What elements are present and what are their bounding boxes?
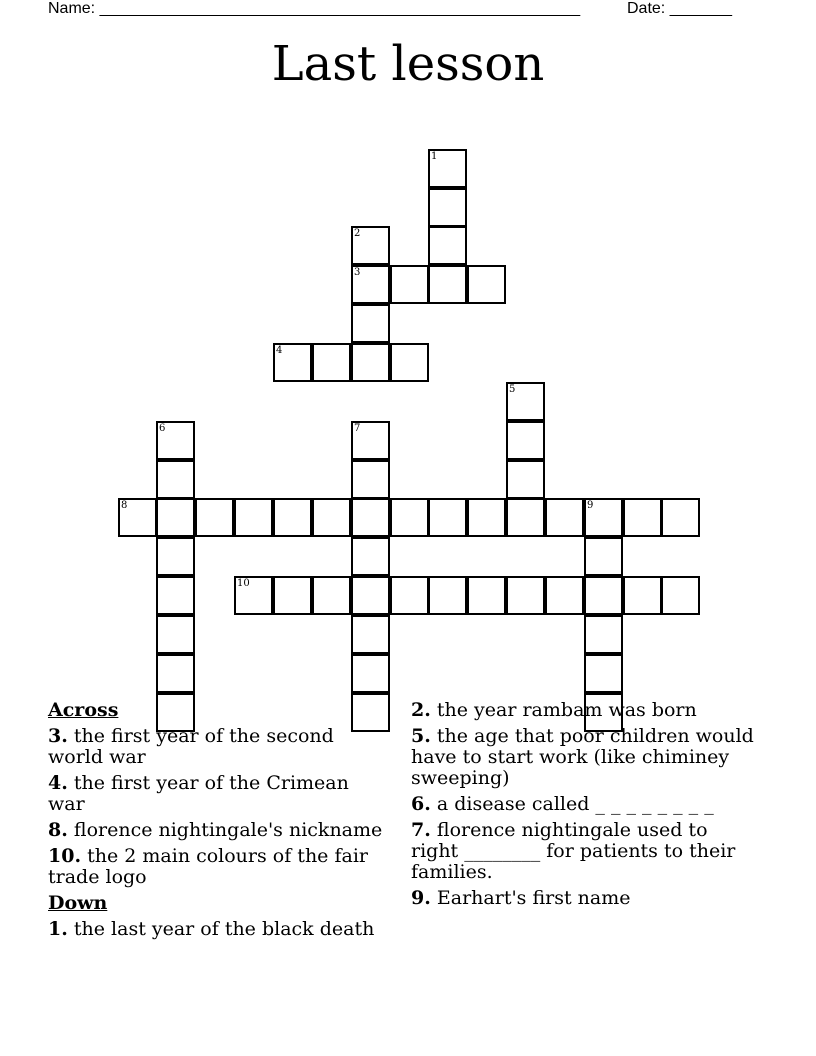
crossword-cell[interactable] [156,421,195,460]
clue-text: the year rambam was born [436,699,697,721]
crossword-cell[interactable] [234,498,273,537]
crossword-cell[interactable] [428,149,467,188]
crossword-cell[interactable] [156,537,195,576]
cell-number: 3 [354,267,361,278]
crossword-cell[interactable] [506,382,545,421]
down-heading: Down [48,892,108,914]
crossword-cell[interactable] [545,576,584,615]
across-clue [48,773,388,815]
across-clue [48,820,388,841]
crossword-cell[interactable] [390,265,429,304]
crossword-cell[interactable] [467,498,506,537]
clue-number: 10. [48,845,82,867]
clue-number: 6. [411,793,431,815]
clue-number: 9. [411,887,431,909]
across-clue [48,726,388,768]
down-clue [411,794,756,815]
crossword-cell[interactable] [584,654,623,693]
crossword-cell[interactable] [467,265,506,304]
crossword-cell[interactable] [351,498,390,537]
crossword-cell[interactable] [428,265,467,304]
crossword-cell[interactable] [428,188,467,227]
across-heading: Across [48,699,119,721]
clue-number: 4. [48,772,68,794]
crossword-cell[interactable] [661,498,700,537]
across-clue [48,846,388,888]
crossword-cell[interactable] [584,615,623,654]
name-field-label[interactable]: Name: ______________________________________________________ [48,0,581,17]
crossword-cell[interactable] [584,537,623,576]
crossword-cell[interactable] [156,615,195,654]
crossword-cell[interactable] [312,343,351,382]
crossword-cell[interactable] [428,226,467,265]
cell-number: 8 [121,500,128,511]
clue-text: the first year of the Crimean war [48,772,349,815]
clue-text: the 2 main colours of the fair trade logo [48,845,368,888]
clue-number: 1. [48,918,68,940]
crossword-cell[interactable] [584,498,623,537]
crossword-cell[interactable] [351,654,390,693]
crossword-cell[interactable] [351,460,390,499]
crossword-cell[interactable] [118,498,157,537]
cell-number: 1 [431,151,438,162]
down-clue [411,820,756,883]
crossword-cell[interactable] [623,498,662,537]
crossword-cell[interactable] [506,460,545,499]
crossword-cell[interactable] [428,576,467,615]
cell-number: 7 [354,423,361,434]
crossword-cell[interactable] [273,343,312,382]
clue-text: florence nightingale's nickname [73,819,383,841]
crossword-cell[interactable] [273,498,312,537]
clue-number: 5. [411,725,431,747]
cell-number: 2 [354,228,361,239]
crossword-cell[interactable] [156,498,195,537]
crossword-cell[interactable] [545,498,584,537]
cell-number: 9 [587,500,594,511]
clue-text: a disease called _ _ _ _ _ _ _ _ [436,793,714,815]
clue-text: Earhart's first name [436,887,631,909]
crossword-cell[interactable] [273,576,312,615]
date-field-label[interactable]: Date: _______ [627,0,732,17]
crossword-cell[interactable] [156,654,195,693]
clue-number: 2. [411,699,431,721]
cell-number: 10 [237,578,250,589]
crossword-cell[interactable] [351,343,390,382]
down-clue [48,919,388,940]
crossword-cell[interactable] [351,304,390,343]
cell-number: 6 [159,423,166,434]
crossword-cell[interactable] [312,576,351,615]
clues-column-right [411,700,756,914]
crossword-cell[interactable] [351,265,390,304]
crossword-cell[interactable] [351,576,390,615]
crossword-cell[interactable] [234,576,273,615]
crossword-cell[interactable] [467,576,506,615]
crossword-cell[interactable] [351,226,390,265]
clue-text: the last year of the black death [73,918,375,940]
crossword-cell[interactable] [390,576,429,615]
crossword-cell[interactable] [428,498,467,537]
down-clue [411,700,756,721]
page-title: Last lesson [271,36,545,92]
clues-column-left [48,700,388,945]
crossword-cell[interactable] [195,498,234,537]
crossword-cell[interactable] [661,576,700,615]
crossword-cell[interactable] [623,576,662,615]
crossword-cell[interactable] [584,576,623,615]
cell-number: 4 [276,345,283,356]
crossword-cell[interactable] [351,615,390,654]
crossword-cell[interactable] [390,343,429,382]
crossword-cell[interactable] [506,576,545,615]
crossword-cell[interactable] [506,421,545,460]
crossword-cell[interactable] [506,498,545,537]
crossword-cell[interactable] [312,498,351,537]
clue-text: the age that poor children would have to start work (like chiminey sweeping) [411,725,754,789]
clue-number: 7. [411,819,431,841]
cell-number: 5 [509,384,516,395]
crossword-cell[interactable] [390,498,429,537]
crossword-cell[interactable] [351,421,390,460]
clue-number: 3. [48,725,68,747]
clue-text: the first year of the second world war [48,725,334,768]
down-clue [411,888,756,909]
crossword-cell[interactable] [156,460,195,499]
down-clue [411,726,756,789]
crossword-cell[interactable] [351,537,390,576]
crossword-cell[interactable] [156,576,195,615]
clue-number: 8. [48,819,68,841]
clue-text: florence nightingale used to right ________ for patients to their families. [411,819,736,883]
